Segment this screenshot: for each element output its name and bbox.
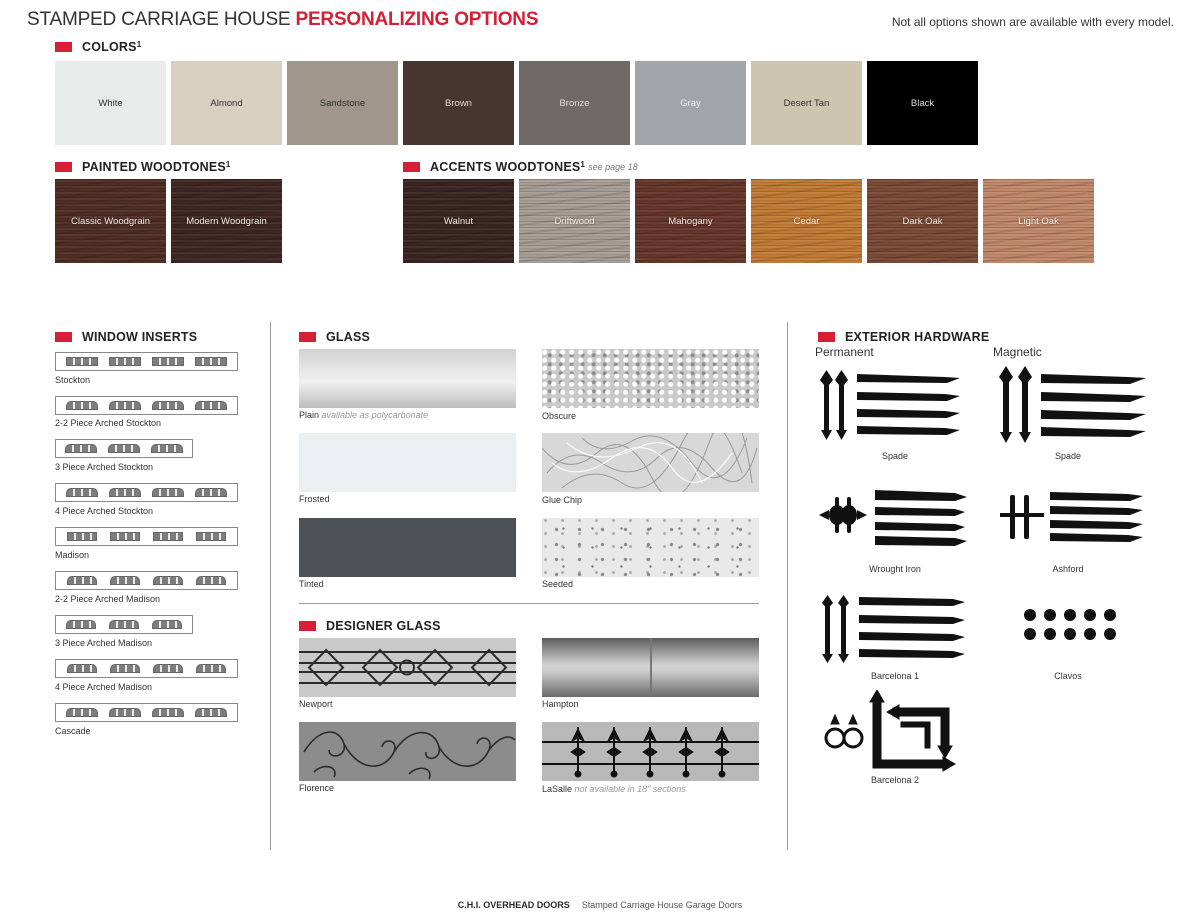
spade-hardware-icon[interactable] <box>815 368 965 443</box>
designer-glass-label: Hampton <box>542 699 579 709</box>
woodtone-swatch[interactable]: Light Oak <box>983 179 1094 263</box>
column-divider <box>787 322 788 850</box>
color-swatches <box>55 61 985 145</box>
section-marker <box>818 332 835 342</box>
exterior-hardware-heading: EXTERIOR HARDWARE <box>818 330 989 344</box>
designer-glass-label: Newport <box>299 699 333 709</box>
section-marker <box>403 162 420 172</box>
ashford-hardware-icon[interactable] <box>998 487 1148 547</box>
designer-glass-label: LaSalle not available in 18" sections <box>542 784 686 794</box>
woodtone-swatch[interactable]: Driftwood <box>519 179 630 263</box>
window-insert-2-2-arched-stockton[interactable] <box>55 396 238 415</box>
color-swatch[interactable]: White <box>55 61 166 145</box>
clavos-hardware-icon[interactable] <box>1020 605 1120 645</box>
glass-glue-chip[interactable] <box>542 433 759 492</box>
magnetic-label: Magnetic <box>993 345 1042 359</box>
window-insert-label: Stockton <box>55 375 91 385</box>
woodtone-swatch[interactable]: Modern Woodgrain <box>171 179 282 263</box>
permanent-label: Permanent <box>815 345 874 359</box>
window-insert-label: 3 Piece Arched Madison <box>55 638 153 648</box>
hardware-label: Barcelona 1 <box>870 671 920 681</box>
hardware-label: Spade <box>881 451 909 461</box>
designer-glass-hampton[interactable] <box>542 638 759 697</box>
window-insert-stockton[interactable] <box>55 352 238 371</box>
footer-brand: C.H.I. OVERHEAD DOORS <box>457 900 570 910</box>
newport-pattern <box>299 638 516 697</box>
window-insert-cascade[interactable] <box>55 703 238 722</box>
designer-glass-label: Florence <box>299 783 335 793</box>
window-insert-madison[interactable] <box>55 527 238 546</box>
color-swatch[interactable]: Almond <box>171 61 282 145</box>
color-swatch[interactable]: Bronze <box>519 61 630 145</box>
color-swatch[interactable]: Desert Tan <box>751 61 862 145</box>
window-insert-label: 3 Piece Arched Stockton <box>55 462 154 472</box>
hardware-label: Spade <box>1054 451 1082 461</box>
glass-plain[interactable] <box>299 349 516 408</box>
section-marker <box>299 621 316 631</box>
glass-label: Frosted <box>299 494 330 504</box>
glass-label: Tinted <box>299 579 324 589</box>
glass-obscure[interactable] <box>542 349 759 408</box>
window-insert-3-arched-madison[interactable] <box>55 615 193 634</box>
column-divider <box>270 322 271 850</box>
hardware-label: Clavos <box>1054 671 1082 681</box>
window-insert-label: 4 Piece Arched Madison <box>55 682 153 692</box>
footer <box>0 900 1200 910</box>
section-divider <box>299 603 759 604</box>
florence-pattern <box>299 722 516 781</box>
woodtone-swatch[interactable]: Dark Oak <box>867 179 978 263</box>
color-swatch[interactable]: Gray <box>635 61 746 145</box>
spade-magnetic-hardware-icon[interactable] <box>998 365 1148 445</box>
window-insert-4-arched-madison[interactable] <box>55 659 238 678</box>
window-insert-4-arched-stockton[interactable] <box>55 483 238 502</box>
section-marker <box>55 162 72 172</box>
footer-subtitle: Stamped Carriage House Garage Doors <box>581 900 743 910</box>
barcelona-1-hardware-icon[interactable] <box>815 594 975 664</box>
glass-heading: GLASS <box>299 330 370 344</box>
glass-label: Plain available as polycarbonate <box>299 410 429 420</box>
section-marker <box>55 42 72 52</box>
accents-woodtones-heading: ACCENTS WOODTONES$^1$ see page 18 <box>403 160 638 174</box>
hardware-label: Wrought Iron <box>869 564 921 574</box>
window-insert-label: 2-2 Piece Arched Madison <box>55 594 161 604</box>
woodtone-swatch[interactable]: Walnut <box>403 179 514 263</box>
wrought-iron-hardware-icon[interactable] <box>815 485 975 550</box>
window-inserts-heading: WINDOW INSERTS <box>55 330 197 344</box>
lasalle-pattern <box>542 722 759 781</box>
painted-woodtones-heading: PAINTED WOODTONES$^1$ <box>55 160 231 174</box>
glass-label: Obscure <box>542 411 577 421</box>
window-insert-label: 4 Piece Arched Stockton <box>55 506 154 516</box>
window-insert-2-2-arched-madison[interactable] <box>55 571 238 590</box>
page-title: STAMPED CARRIAGE HOUSE PERSONALIZING OPTIONS <box>27 9 539 30</box>
page-title-accent: PERSONALIZING OPTIONS <box>295 9 539 30</box>
woodtone-swatch[interactable]: Cedar <box>751 179 862 263</box>
glue-chip-pattern <box>542 433 759 492</box>
hardware-label: Ashford <box>1052 564 1084 574</box>
colors-heading: COLORS$^1$ <box>55 40 141 54</box>
glass-frosted[interactable] <box>299 433 516 492</box>
barcelona-2-hardware-icon[interactable] <box>815 690 975 772</box>
glass-label: Glue Chip <box>542 495 583 505</box>
section-marker <box>299 332 316 342</box>
color-swatch[interactable]: Sandstone <box>287 61 398 145</box>
glass-seeded[interactable] <box>542 518 759 577</box>
window-insert-label: Madison <box>55 550 90 560</box>
designer-glass-newport[interactable] <box>299 638 516 697</box>
window-insert-label: Cascade <box>55 726 91 736</box>
hardware-label: Barcelona 2 <box>870 775 920 785</box>
color-swatch[interactable]: Black <box>867 61 978 145</box>
glass-label: Seeded <box>542 579 574 589</box>
window-insert-3-arched-stockton[interactable] <box>55 439 193 458</box>
designer-glass-lasalle[interactable] <box>542 722 759 781</box>
window-insert-label: 2-2 Piece Arched Stockton <box>55 418 162 428</box>
woodtone-swatch[interactable]: Classic Woodgrain <box>55 179 166 263</box>
section-marker <box>55 332 72 342</box>
glass-tinted[interactable] <box>299 518 516 577</box>
designer-glass-heading: DESIGNER GLASS <box>299 619 441 633</box>
woodtone-swatch[interactable]: Mahogany <box>635 179 746 263</box>
designer-glass-florence[interactable] <box>299 722 516 781</box>
color-swatch[interactable]: Brown <box>403 61 514 145</box>
availability-note: Not all options shown are available with every model. <box>891 15 1174 29</box>
see-page-note: see page 18 <box>588 162 638 172</box>
